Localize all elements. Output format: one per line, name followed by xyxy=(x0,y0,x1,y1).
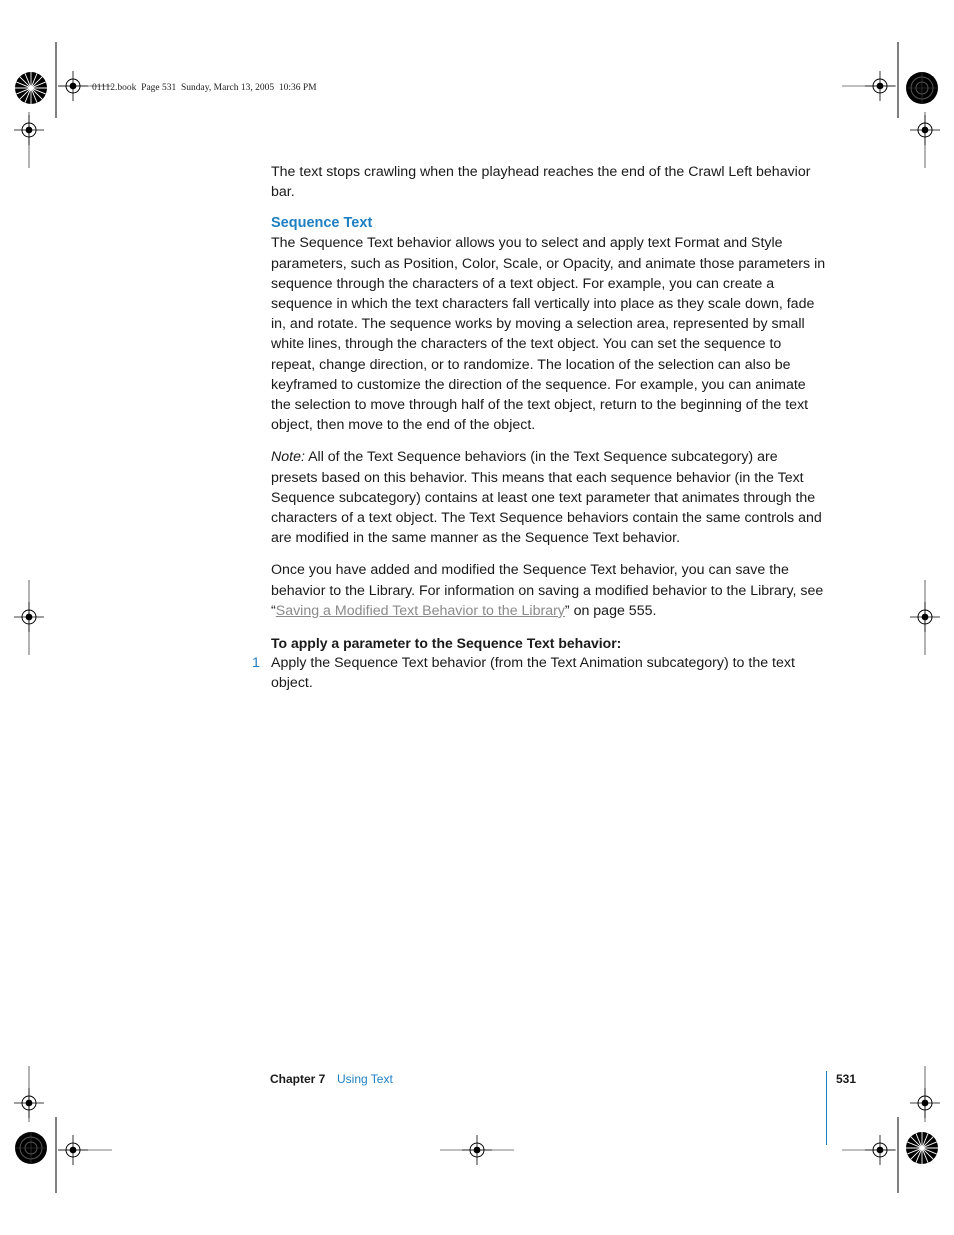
footer-page-number: 531 xyxy=(836,1072,857,1086)
library-paragraph xyxy=(271,560,827,621)
sequence-text-paragraph: The Sequence Text behavior allows you to select and apply text Format and Style parameters, such as Position, Color, Scale, or Opacity, and animate those parameters in sequence through the characters of a text object. For example, you can create a sequence in which the text characters fall vertically into place as they scale down, fade in, and rotate. The sequence works by moving a selection area, represented by small white lines, through the characters of the text object. You can set the sequence to repeat, change direction, or to randomize. The location of the selection can also be keyframed to customize the direction of the sequence. For example, you can animate the selection to move through half of the text object, return to the beginning of the text object, then move to the end of the object. xyxy=(271,235,826,434)
intro-paragraph: The text stops crawling when the playhead reaches the end of the Crawl Left behavior bar. xyxy=(271,164,811,201)
footer-chapter-label: Chapter 7 xyxy=(270,1072,326,1086)
page-content xyxy=(252,162,827,694)
cross-reference-link[interactable]: Saving a Modified Text Behavior to the Library xyxy=(275,602,565,619)
step-text: Apply the Sequence Text behavior (from the Text Animation subcategory) to the text object. xyxy=(271,655,795,692)
library-text-before: Once you have added and modified the Sequence Text behavior, you can save the behavior to the Library. For information on saving a modified behavior to the Library, see “ xyxy=(271,562,824,619)
library-text-after: ” on page 555. xyxy=(564,602,657,619)
note-paragraph xyxy=(271,447,827,548)
note-label: Note: xyxy=(271,449,305,466)
step-number: 1 xyxy=(252,655,260,672)
footer-divider xyxy=(826,1071,827,1145)
section-title: Sequence Text xyxy=(271,215,373,232)
note-text: All of the Text Sequence behaviors (in the Text Sequence subcategory) are presets based on this behavior. This means that each sequence behavior (in the Text Sequence subcategory) contains at least one text parameter that animates through the characters of a text object. The Text Sequence behaviors contain the same controls and are modified in the same manner as the Sequence Text behavior. xyxy=(271,449,822,547)
step-item xyxy=(252,653,827,693)
task-heading: To apply a parameter to the Sequence Text behavior: xyxy=(271,635,622,652)
print-header: 01112.book Page 531 Sunday, March 13, 2005 10:36 PM xyxy=(92,83,317,93)
footer-chapter-title: Using Text xyxy=(337,1072,393,1086)
